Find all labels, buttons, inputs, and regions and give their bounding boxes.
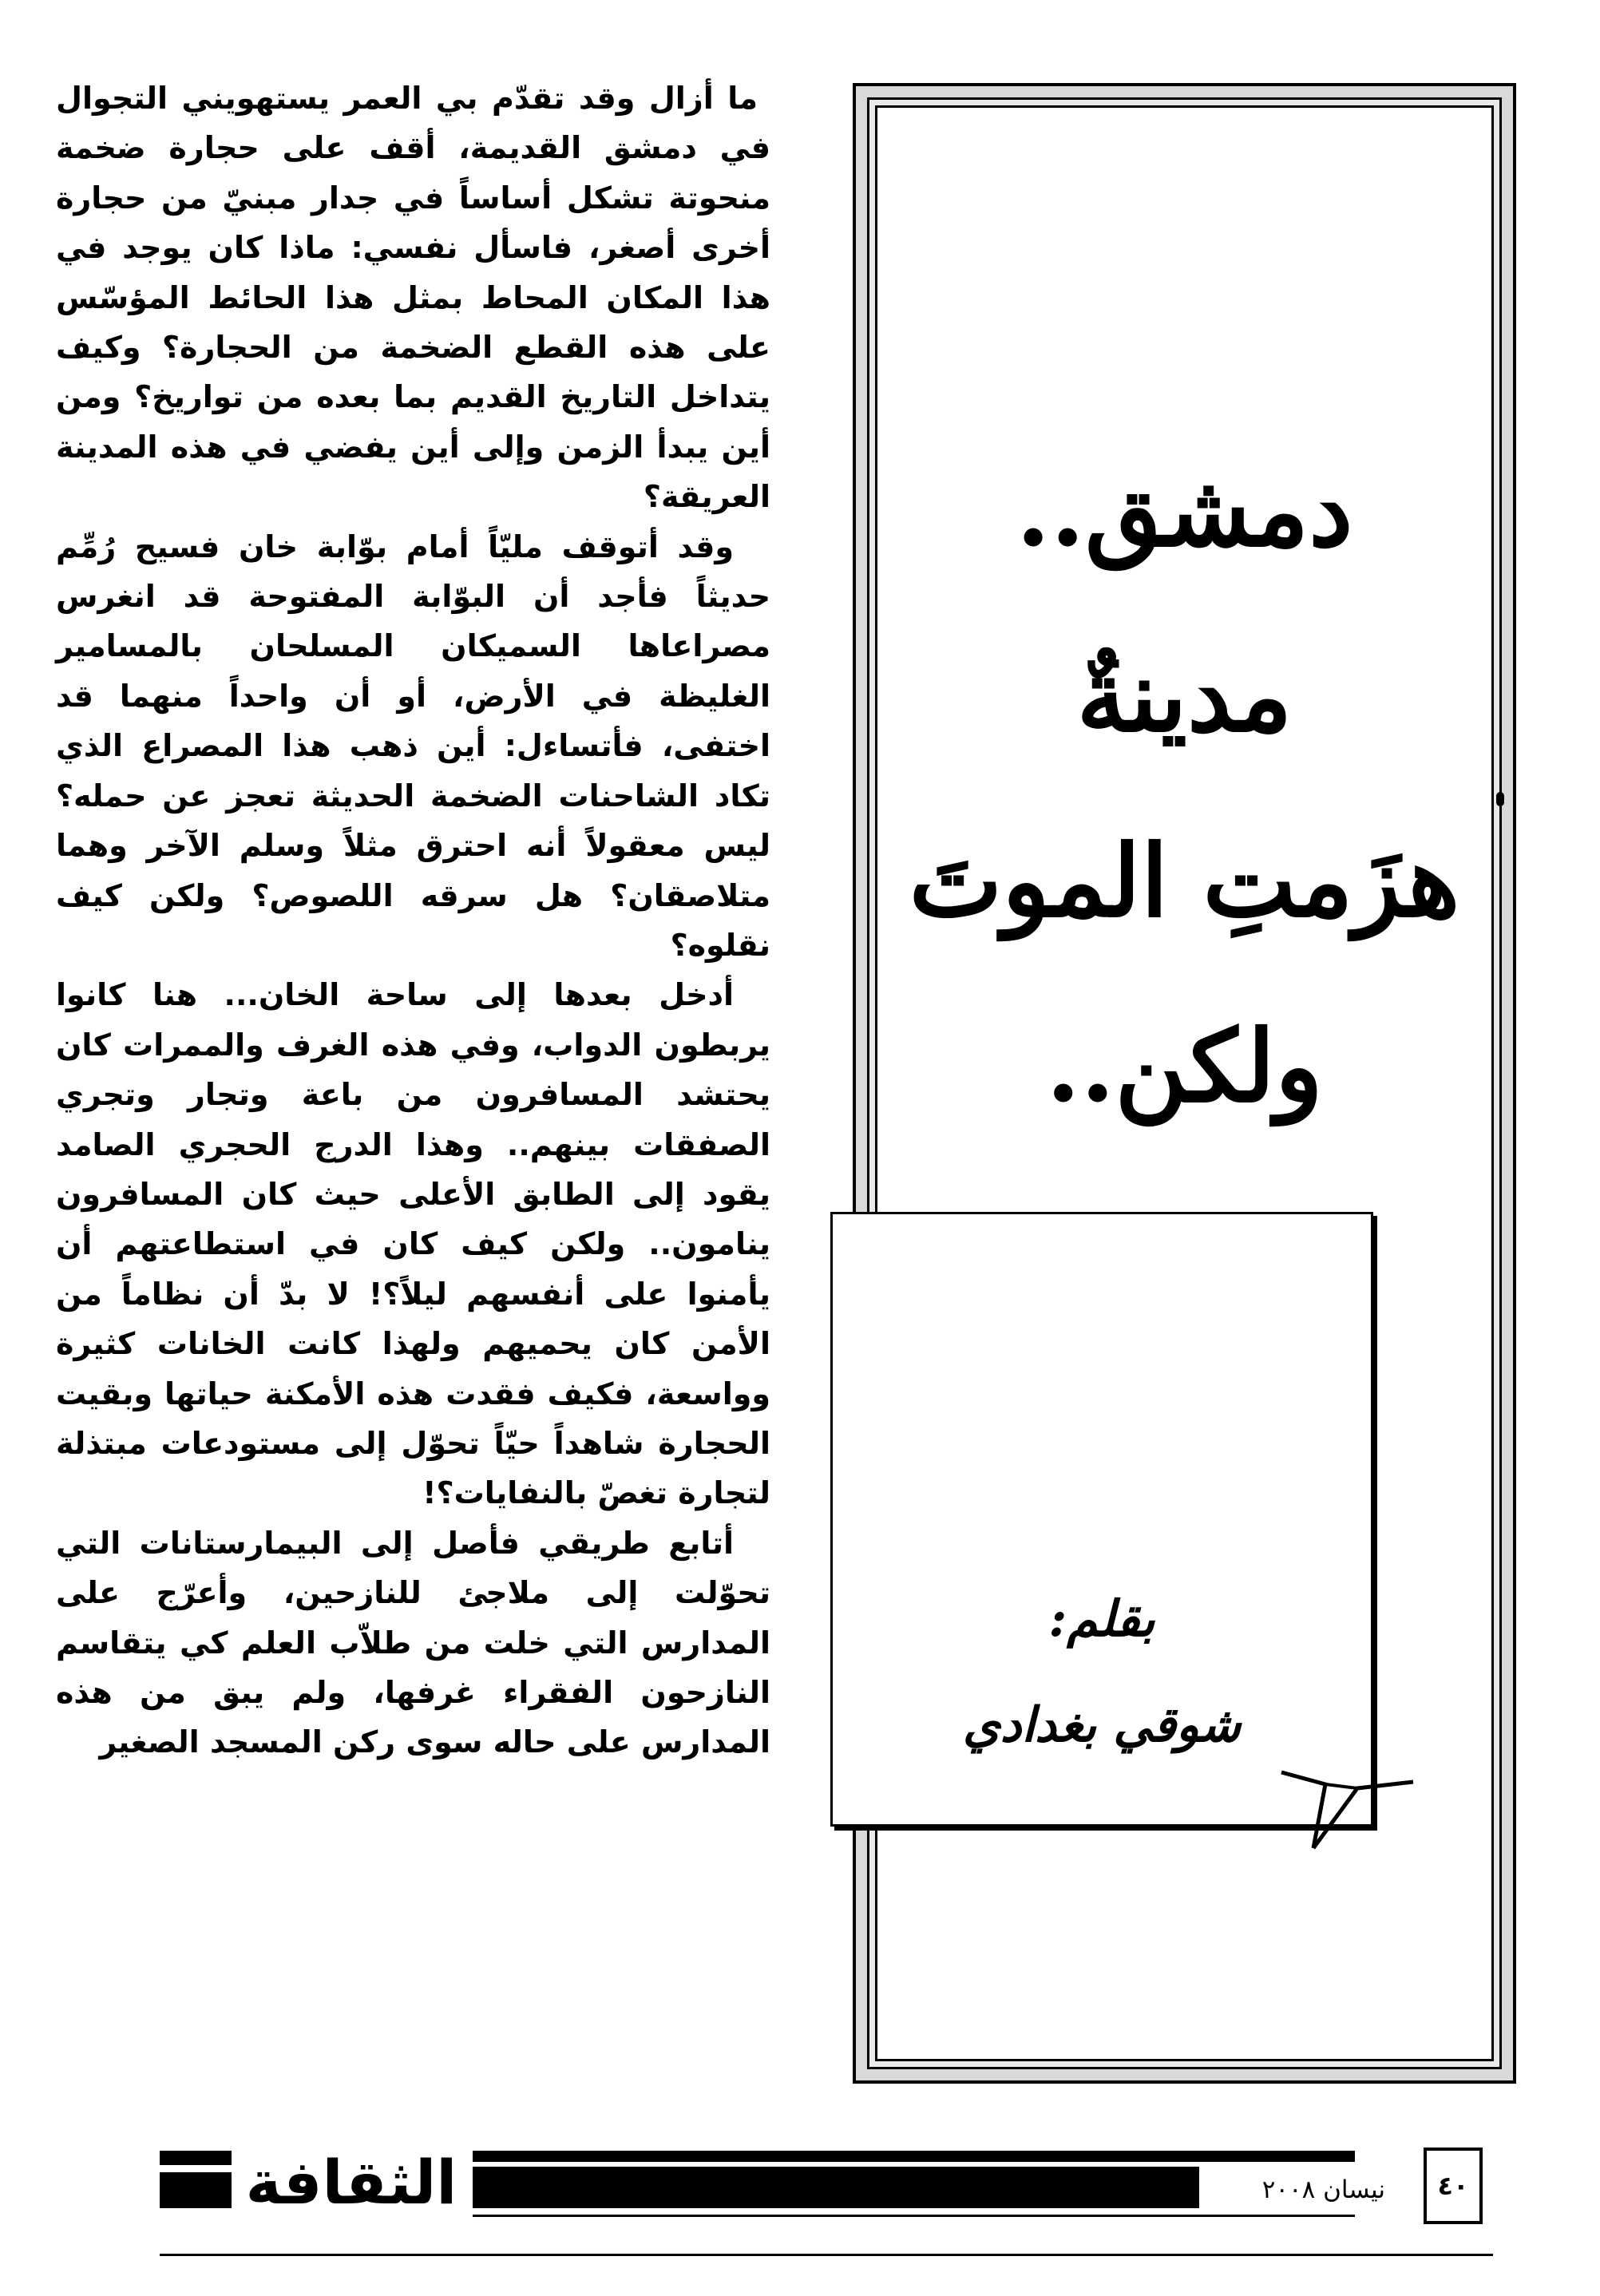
- title-line-but: ولكن..: [1046, 1009, 1323, 1125]
- byline-label: بقلم:: [1048, 1589, 1155, 1648]
- article-paragraph: وقد أتوقف مليّاً أمام بوّابة خان فسيح رُمِّم حديثاً فأجد أن البوّابة المفتوحة قد انغرس مصراعاها السميكان المسلحان بالمسامير الغليظة في الأرض، أو أن واحداً منهما قد اختفى، فأتساءل: أين ذهب هذا المصراع الذي تكاد الشاحنات الضخمة الحديثة تعجز عن حمله؟ ليس معقولاً أنه احترق مثلاً وسلم الآخر وهما متلاصقان؟ هل سرقه اللصوص؟ ولكن كيف نقلوه؟: [56, 528, 770, 963]
- issue-date: نيسان ٢٠٠٨: [1261, 2175, 1385, 2204]
- frame-ornament-dot: [1496, 792, 1504, 806]
- article-body: [56, 73, 770, 1768]
- footer-decor-bar: [160, 2172, 232, 2208]
- byline-card: [830, 1212, 1373, 1827]
- footer-decor-bar: [473, 2151, 1355, 2162]
- footer-rule: [160, 2254, 1493, 2256]
- article-title: [901, 419, 1467, 1160]
- article-paragraph: أدخل بعدها إلى ساحة الخان... هنا كانوا يربطون الدواب، وفي هذه الغرف والممرات كان يحتشد المسافرون من باعة وتجار وتجري الصفقات بينهم.. وهذا الدرج الحجري الصامد يقود إلى الطابق الأعلى حيث كان المسافرون ينامون.. ولكن كيف كان في استطاعتهم أن يأمنوا على أنفسهم ليلاً؟! لا بدّ أن نظاماً من الأمن كان يحميهم ولهذا كانت الخانات كثيرة وواسعة، فكيف فقدت هذه الأمكنة حياتها وبقيت الحجارة شاهداً حيّاً تحوّل إلى مستودعات مبتذلة لتجارة تغصّ بالنفايات؟!: [56, 977, 770, 1511]
- footer-decor-bar: [473, 2167, 1199, 2208]
- magazine-name: الثقافة: [245, 2147, 457, 2218]
- article-paragraph: أتابع طريقي فأصل إلى البيمارستانات التي تحوّلت إلى ملاجئ للنازحين، وأعرّج على المدارس التي خلت من طلاّب العلم كي يتقاسم النازحون الفقراء غرفها، ولم يبق من هذه المدارس على حاله سوى ركن المسجد الصغير: [56, 1525, 770, 1760]
- page-curl-icon: [1277, 1756, 1421, 1856]
- byline-author: شوقي بغدادي: [962, 1697, 1242, 1753]
- title-line-city: مدينةٌ: [1076, 639, 1293, 754]
- footer-decor-bar: [160, 2151, 232, 2165]
- article-paragraph: ما أزال وقد تقدّم بي العمر يستهويني التجوال في دمشق القديمة، أقف على حجارة ضخمة منحوتة تشكل أساساً في جدار مبنيّ من حجارة أخرى أصغر، فاسأل نفسي: ماذا كان يوجد في هذا المكان المحاط بمثل هذا الحائط المؤسّس على هذه القطع الضخمة من الحجارة؟ وكيف يتداخل التاريخ القديم بما بعده من تواريخ؟ ومن أين يبدأ الزمن وإلى أين يفضي في هذه المدينة العريقة؟: [56, 81, 770, 515]
- title-line-defeated-death: هزَمتِ الموتَ: [909, 824, 1460, 940]
- title-line-damascus: دمشق..: [1016, 453, 1353, 569]
- footer-decor-line: [473, 2215, 1355, 2217]
- page-number: ٤٠: [1424, 2148, 1483, 2224]
